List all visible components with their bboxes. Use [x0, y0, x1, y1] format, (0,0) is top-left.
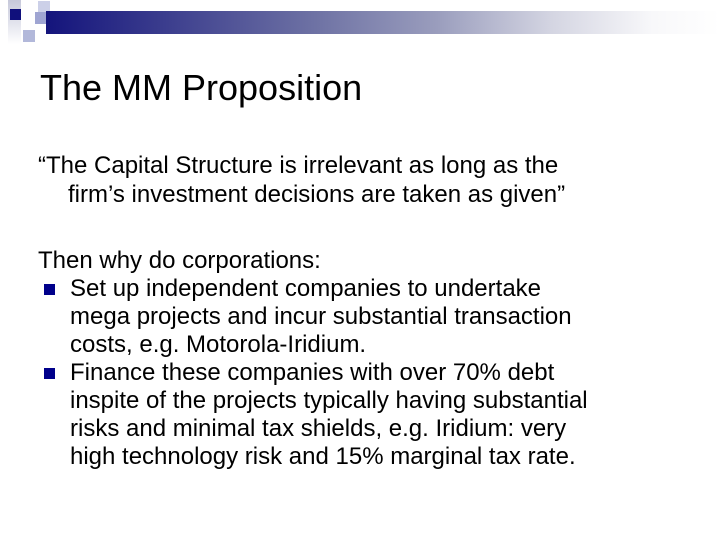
bullet-item-1: [38, 275, 698, 359]
bullet-item-2: [38, 359, 698, 471]
bullet-2-line-4: high technology risk and 15% marginal tax rate.: [70, 443, 576, 470]
bullet-1-line-2: mega projects and incur substantial transaction: [70, 303, 572, 330]
header-gradient-bar: [46, 11, 720, 34]
slide-title: The MM Proposition: [40, 67, 363, 108]
quote-line-2: firm’s investment decisions are taken as given”: [68, 181, 566, 208]
intro-line: Then why do corporations:: [38, 247, 321, 274]
accent-strip: [8, 0, 21, 44]
navy-square-decoration: [10, 9, 21, 20]
bullet-1-line-3: costs, e.g. Motorola-Iridium.: [70, 331, 367, 358]
body-text: [38, 247, 698, 471]
bullet-1-text-1: Set up independent companies to undertake: [70, 275, 542, 302]
square-bullet-icon: [44, 284, 55, 295]
low-square-decoration: [23, 30, 35, 42]
quote-paragraph: [38, 151, 698, 209]
square-bullet-icon: [44, 368, 55, 379]
bullet-2-line-3: risks and minimal tax shields, e.g. Iridium: very: [70, 415, 567, 442]
bullet-2-line-2: inspite of the projects typically having substantial: [70, 387, 588, 414]
bullet-1-line-1: [38, 275, 698, 303]
bullet-2-text-1: Finance these companies with over 70% debt: [70, 359, 555, 386]
quote-line-1: “The Capital Structure is irrelevant as long as the: [38, 152, 559, 179]
bullet-2-line-1: [38, 359, 698, 387]
